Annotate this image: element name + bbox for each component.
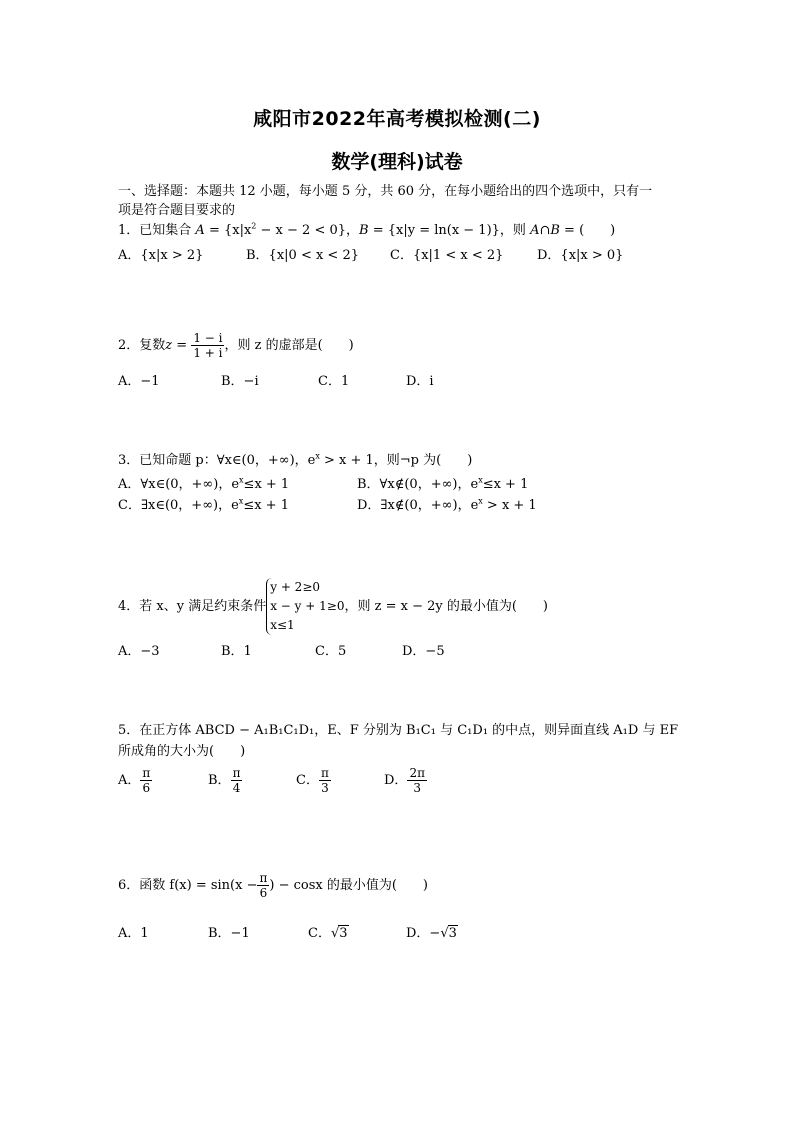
exam-subtitle: 数学(理科)试卷 <box>331 151 463 173</box>
question-1-option-c: C．{x|1 < x < 2} <box>390 248 504 263</box>
question-6-option-d: D．−√3 <box>406 926 457 941</box>
question-5-option-b: B． $\frac{\pi}{4}$ <box>208 766 241 795</box>
constraint-system: y + 2≥0 x − y + 1≥0 x≤1 <box>266 578 344 635</box>
question-1-stem: 1．已知集合 $A = \{x|x^2 - x - 2 < 0\}$，B = {x|y = ln(x − 1)}，则 A∩B = ( ) <box>118 221 616 238</box>
question-1-option-b: B．{x|0 < x < 2} <box>246 248 359 263</box>
question-3-option-c: C．∃x∈(0，+∞)，$e^x\le x + 1$ <box>118 496 289 513</box>
question-5-option-a: A． $\frac{\pi}{6}$ <box>118 766 151 795</box>
question-1-option-a: A．{x|x > 2} <box>118 248 204 263</box>
question-4-option-a: A．−3 <box>118 644 160 659</box>
question-3-option-b: B．∀x∉(0，+∞)，$e^x\le x + 1$ <box>357 475 529 492</box>
question-6-option-c: C．√3 <box>308 926 348 941</box>
question-2-stem: 2．复数z = $\frac{1 - i}{1 + i}$ ，则 z 的虚部是( ) <box>118 331 354 360</box>
question-2-fraction: $\frac{1 - i}{1 + i}$ <box>193 331 223 360</box>
question-6-option-a: A．1 <box>118 926 149 941</box>
question-3-option-d: D．∃x∉(0，+∞)，$e^x > x + 1$ <box>357 496 537 513</box>
sqrt-symbol: √ <box>440 926 449 941</box>
exam-title: 咸阳市2022年高考模拟检测(二) <box>253 108 541 130</box>
question-5-option-d: D． $\frac{2\pi}{3}$ <box>384 766 425 795</box>
question-1-option-d: D．{x|x > 0} <box>537 248 624 263</box>
question-6-stem: 6．函数 f(x) = sin(x − $\frac{\pi}{6}$ ) − cosx 的最小值为( ) <box>118 871 428 900</box>
section-intro-line-2: 项是符合题目要求的 <box>118 203 236 218</box>
sqrt-symbol: √ <box>330 926 340 941</box>
question-2-option-b: B．−i <box>221 374 259 389</box>
question-4-stem: 4．若 x、y 满足约束条件 y + 2≥0 x − y + 1≥0 x≤1 ，则 z = x − 2y 的最小值为( ) <box>118 578 548 635</box>
question-2-option-c: C．1 <box>318 374 350 389</box>
question-6-option-b: B．−1 <box>208 926 250 941</box>
question-5-stem-line-2: 所成角的大小为( ) <box>118 744 246 759</box>
question-5-stem-line-1: 5．在正方体 ABCD − A₁B₁C₁D₁，E、F 分别为 B₁C₁ 与 C₁D₁ 的中点，则异面直线 A₁D 与 EF <box>118 723 679 738</box>
question-4-option-d: D．−5 <box>402 644 445 659</box>
question-2-option-a: A．−1 <box>118 374 160 389</box>
section-intro-line-1: 一、选择题：本题共 12 小题，每小题 5 分，共 60 分，在每小题给出的四个选项中，只有一 <box>118 184 653 199</box>
question-4-option-c: C．5 <box>315 644 347 659</box>
question-4-option-b: B．1 <box>221 644 252 659</box>
question-3-option-a: A．∀x∈(0，+∞)，$e^x\le x + 1$ <box>118 475 290 492</box>
question-5-option-c: C． $\frac{\pi}{3}$ <box>296 766 329 795</box>
question-3-stem: 3．已知命题 p：∀x∈(0，+∞)，$e^x > x + 1$，则¬p 为( ) <box>118 451 473 468</box>
question-2-option-d: D．i <box>406 374 434 389</box>
